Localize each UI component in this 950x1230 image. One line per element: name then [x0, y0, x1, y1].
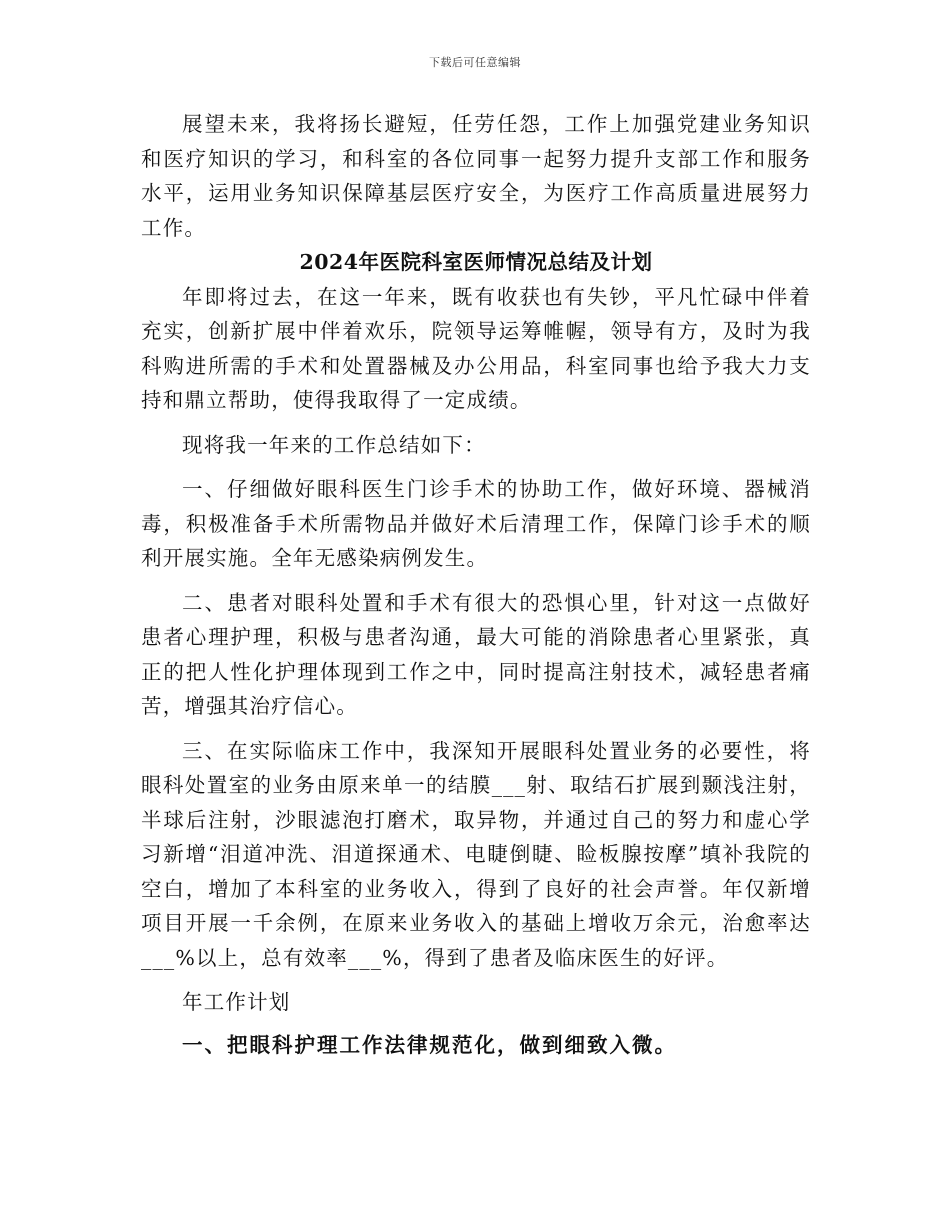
page-header: 下载后可任意编辑 [429, 56, 521, 69]
section-heading: 一、把眼科护理工作法律规范化，做到细致入微。 [182, 1032, 677, 1057]
paragraph-item-1: 一、仔细做好眼科医生门诊手术的协助工作，做好环境、器械消毒，积极准备手术所需物品并做好术后清理工作，保障门诊手术的顺利开展实施。全年无感染病例发生。 [141, 477, 811, 570]
document-body [141, 107, 811, 1062]
paragraph-item-2: 二、患者对眼科处置和手术有很大的恐惧心里，针对这一点做好患者心理护理，积极与患者沟通，最大可能的消除患者心里紧张，真正的把人性化护理体现到工作之中，同时提高注射技术，减轻患者痛苦，增强其治疗信心。 [141, 590, 811, 718]
paragraph-summary-intro: 现将我一年来的工作总结如下： [182, 432, 486, 457]
paragraph-opening: 年即将过去，在这一年来，既有收获也有失钞，平凡忙碌中伴着充实，创新扩展中伴着欢乐，院领导运筹帷幄，领导有方，及时为我科购进所需的手术和处置器械及办公用品，科室同事也给予我大力支持和鼎立帮助，使得我取得了一定成绩。 [141, 284, 811, 412]
paragraph-item-3: 三、在实际临床工作中，我深知开展眼科处置业务的必要性，将眼科处置室的业务由原来单一的结膜___射、取结石扩展到颞浅注射，半球后注射，沙眼滤泡打磨术，取异物，并通过自己的努力和虚心学习新增“泪道冲洗、泪道探通术、电睫倒睫、睑板腺按摩”填补我院的空白，增加了本科室的业务收入，得到了良好的社会声誉。年仅新增项目开展一千余例，在原来业务收入的基础上增收万余元，治愈率达___%以上，总有效率___%，得到了患者及临床医生的好评。 [141, 738, 811, 970]
intro-paragraph: 展望未来，我将扬长避短，任劳任怨，工作上加强党建业务知识和医疗知识的学习，和科室的各位同事一起努力提升支部工作和服务水平，运用业务知识保障基层医疗安全，为医疗工作高质量进展努力工作。 [141, 112, 811, 240]
paragraph-plan-label: 年工作计划 [182, 990, 291, 1014]
document-title: 2024年医院科室医师情况总结及计划 [299, 250, 653, 274]
